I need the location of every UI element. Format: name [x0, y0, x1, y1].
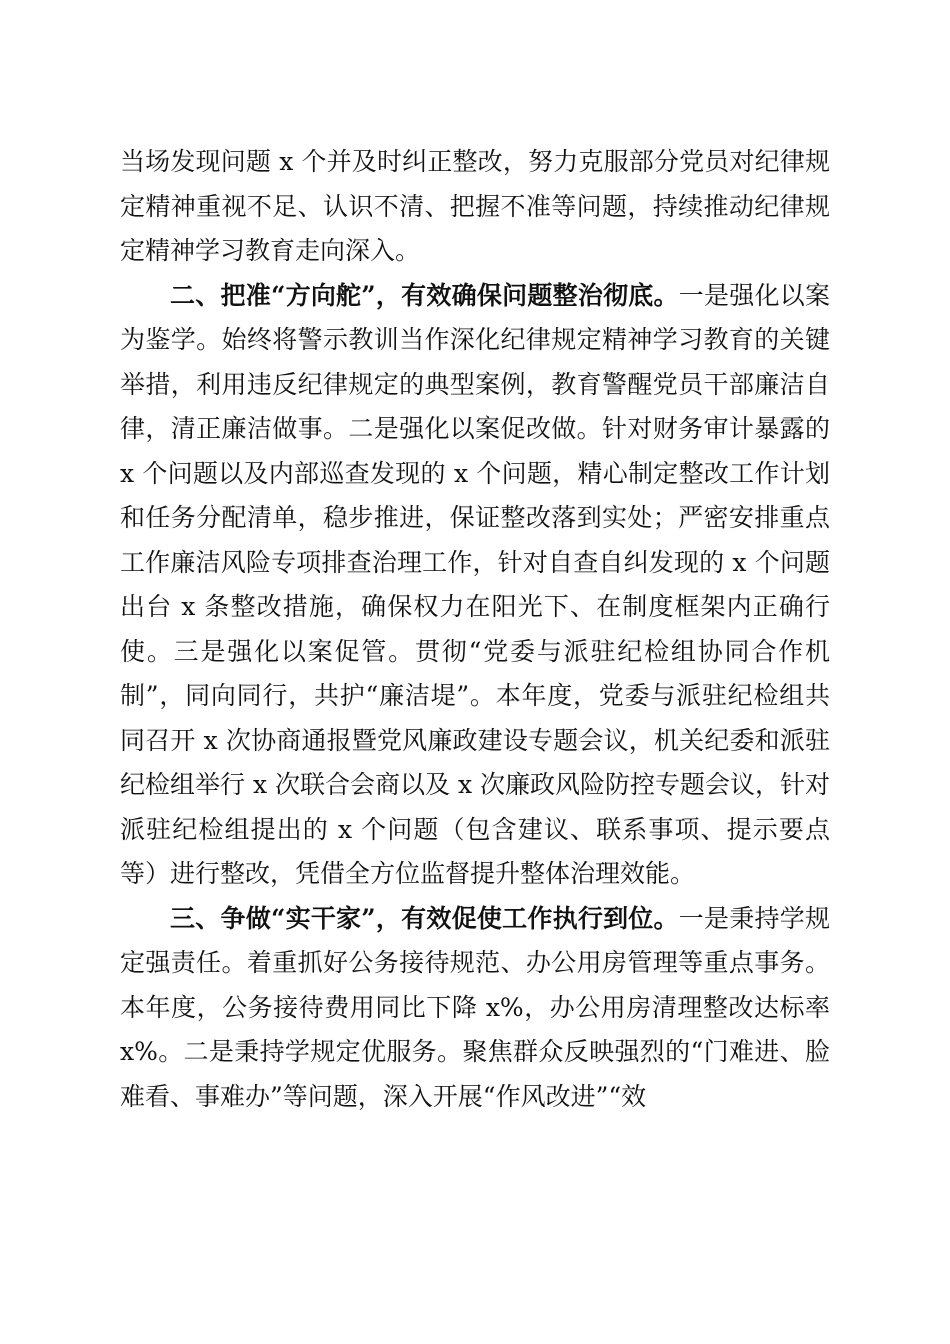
paragraph-body: 一是秉持学规定强责任。着重抓好公务接待规范、办公用房管理等重点事务。本年度，公务接待费用同比下降 x%，办公用房清理整改达标率 x%。二是秉持学规定优服务。聚焦群众反映强烈的“门难进、脸难看、事难办”等问题，深入开展“作风改进”“效 — [120, 903, 830, 1111]
paragraph-section-3 — [120, 897, 830, 1120]
section-heading-2: 二、把准“方向舵”，有效确保问题整治彻底。 — [170, 280, 679, 310]
paragraph-body: 一是强化以案为鉴学。始终将警示教训当作深化纪律规定精神学习教育的关键举措，利用违反纪律规定的典型案例，教育警醒党员干部廉洁自律，清正廉洁做事。二是强化以案促改做。针对财务审计暴露的 x 个问题以及内部巡查发现的 x 个问题，精心制定整改工作计划和任务分配清单，稳步推进，保证整改落到实处；严密安排重点工作廉洁风险专项排查治理工作，针对自查自纠发现的 x 个问题出台 x 条整改措施，确保权力在阳光下、在制度框架内正确行使。三是强化以案促管。贯彻“党委与派驻纪检组协同合作机制”，同向同行，共护“廉洁堤”。本年度，党委与派驻纪检组共同召开 x 次协商通报暨党风廉政建设专题会议，机关纪委和派驻纪检组举行 x 次联合会商以及 x 次廉政风险防控专题会议，针对派驻纪检组提出的 x 个问题（包含建议、联系事项、提示要点等）进行整改，凭借全方位监督提升整体治理效能。 — [120, 280, 830, 888]
paragraph-body: 当场发现问题 x 个并及时纠正整改，努力克服部分党员对纪律规定精神重视不足、认识不清、把握不准等问题，持续推动纪律规定精神学习教育走向深入。 — [120, 147, 830, 265]
document-body — [120, 140, 830, 1119]
paragraph-section-2 — [120, 274, 830, 897]
paragraph-continuation — [120, 140, 830, 274]
section-heading-3: 三、争做“实干家”，有效促使工作执行到位。 — [170, 903, 679, 933]
